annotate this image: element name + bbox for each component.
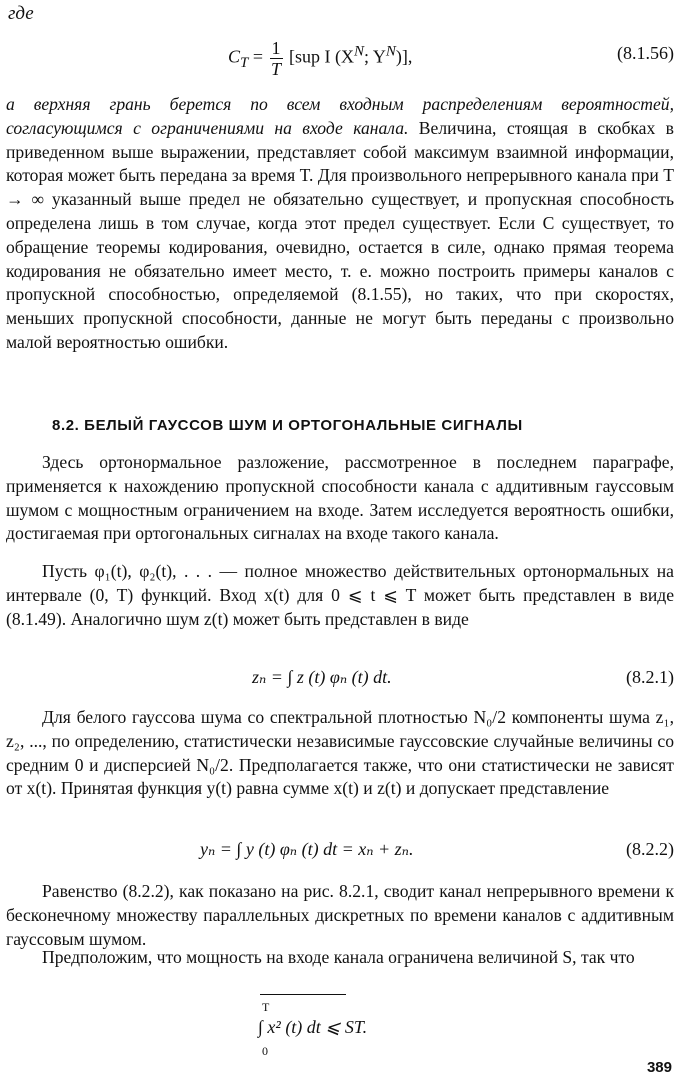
equation-number: (8.2.1) (626, 667, 674, 687)
integral-lower-limit: 0 (262, 1044, 268, 1058)
equation-8-1-56-formula (228, 38, 412, 79)
equation-power-formula: ∫ x² (t) dt ⩽ ST. (258, 1017, 368, 1037)
eq-equals: = (252, 46, 264, 67)
word-where: где (8, 3, 34, 24)
eq-lhs-sub: T (240, 55, 249, 72)
eq-mid: ; Y (364, 46, 386, 67)
eq-rhs: [sup I (X (289, 46, 355, 67)
eq-fraction (270, 38, 283, 79)
eq-frac-den: T (271, 59, 282, 79)
paragraph-6: Предположим, что мощность на входе канала ограничена величиной S, так что (42, 947, 635, 967)
eq-sup2: N (385, 43, 396, 60)
paragraph-3: Пусть φ₁(t), φ₂(t), . . . — полное множество действительных ортонормальных на интервале (0, T) функций. Вход x(t) для 0 ⩽ t ⩽ T может быть представлен в виде (8.1.49). Аналогично шум z(t) может быть представлен в виде (6, 561, 674, 629)
eq-lhs: C (228, 46, 241, 67)
equation-number: (8.1.56) (617, 43, 674, 63)
equation-8-2-2-formula: yₙ = ∫ y (t) φₙ (t) dt = xₙ + zₙ. (200, 839, 414, 859)
paragraph-1 (6, 93, 674, 355)
equation-8-2-2 (0, 834, 686, 874)
equation-8-2-1 (0, 662, 686, 702)
paragraph-1-text: Величина, стоящая в скобках в приведенном выше выражении, представляет собой максимум взаимной информации, которая может быть передана за время T. Для произвольного непрерывного канала при T → ∞ указанный выше предел не обязательно существует, и пропускная способность определена лишь в том случае, когда этот предел существует. Если C существует, то обращение теоремы кодирования, очевидно, остается в силе, однако прямая теорема кодирования не обязательно имеет место, т. е. можно построить примеры каналов с пропускной способностью, определяемой (8.1.55), но таких, что при скоростях, меньших пропускной способности, данные не могут быть переданы с произвольно малой вероятностью ошибки. (6, 117, 674, 352)
equation-power-constraint (0, 1014, 686, 1054)
eq-end: )], (395, 46, 413, 67)
paragraph-1-italic: а верхняя грань берется по всем входным распределениям вероятностей, согласующимся с ограничениями на входе канала. (6, 94, 674, 138)
page-number: 389 (646, 1059, 672, 1076)
average-overline (260, 994, 346, 995)
equation-number: (8.2.2) (626, 839, 674, 859)
paragraph-5: Равенство (8.2.2), как показано на рис. 8.2.1, сводит канал непрерывного времени к бесконечному множеству параллельных дискретных по времени каналов с аддитивным гауссовым шумом. (6, 881, 674, 949)
equation-8-2-1-formula: zₙ = ∫ z (t) φₙ (t) dt. (252, 667, 392, 687)
eq-sup1: N (354, 43, 365, 60)
section-heading: 8.2. БЕЛЫЙ ГАУССОВ ШУМ И ОРТОГОНАЛЬНЫЕ СИГНАЛЫ (52, 417, 523, 434)
paragraph-2: Здесь ортонормальное разложение, рассмотренное в последнем параграфе, применяется к нахождению пропускной способности канала с аддитивным гауссовым шумом с мощностным ограничением на входе. Затем исследуется вероятность ошибки, достигаемая при ортогональных сигналах на входе такого канала. (6, 452, 674, 544)
paragraph-4: Для белого гауссова шума со спектральной плотностью N₀/2 компоненты шума z₁, z₂, ..., по определению, статистически независимые гауссовские случайные величины со средним 0 и дисперсией N₀/2. Предполагается также, что они статистически не зависят от x(t). Принятая функция y(t) равна сумме x(t) и z(t) и допускает представление (6, 707, 674, 799)
integral-upper-limit: T (262, 1000, 270, 1014)
equation-8-1-56 (0, 36, 686, 79)
eq-frac-num: 1 (271, 38, 281, 58)
